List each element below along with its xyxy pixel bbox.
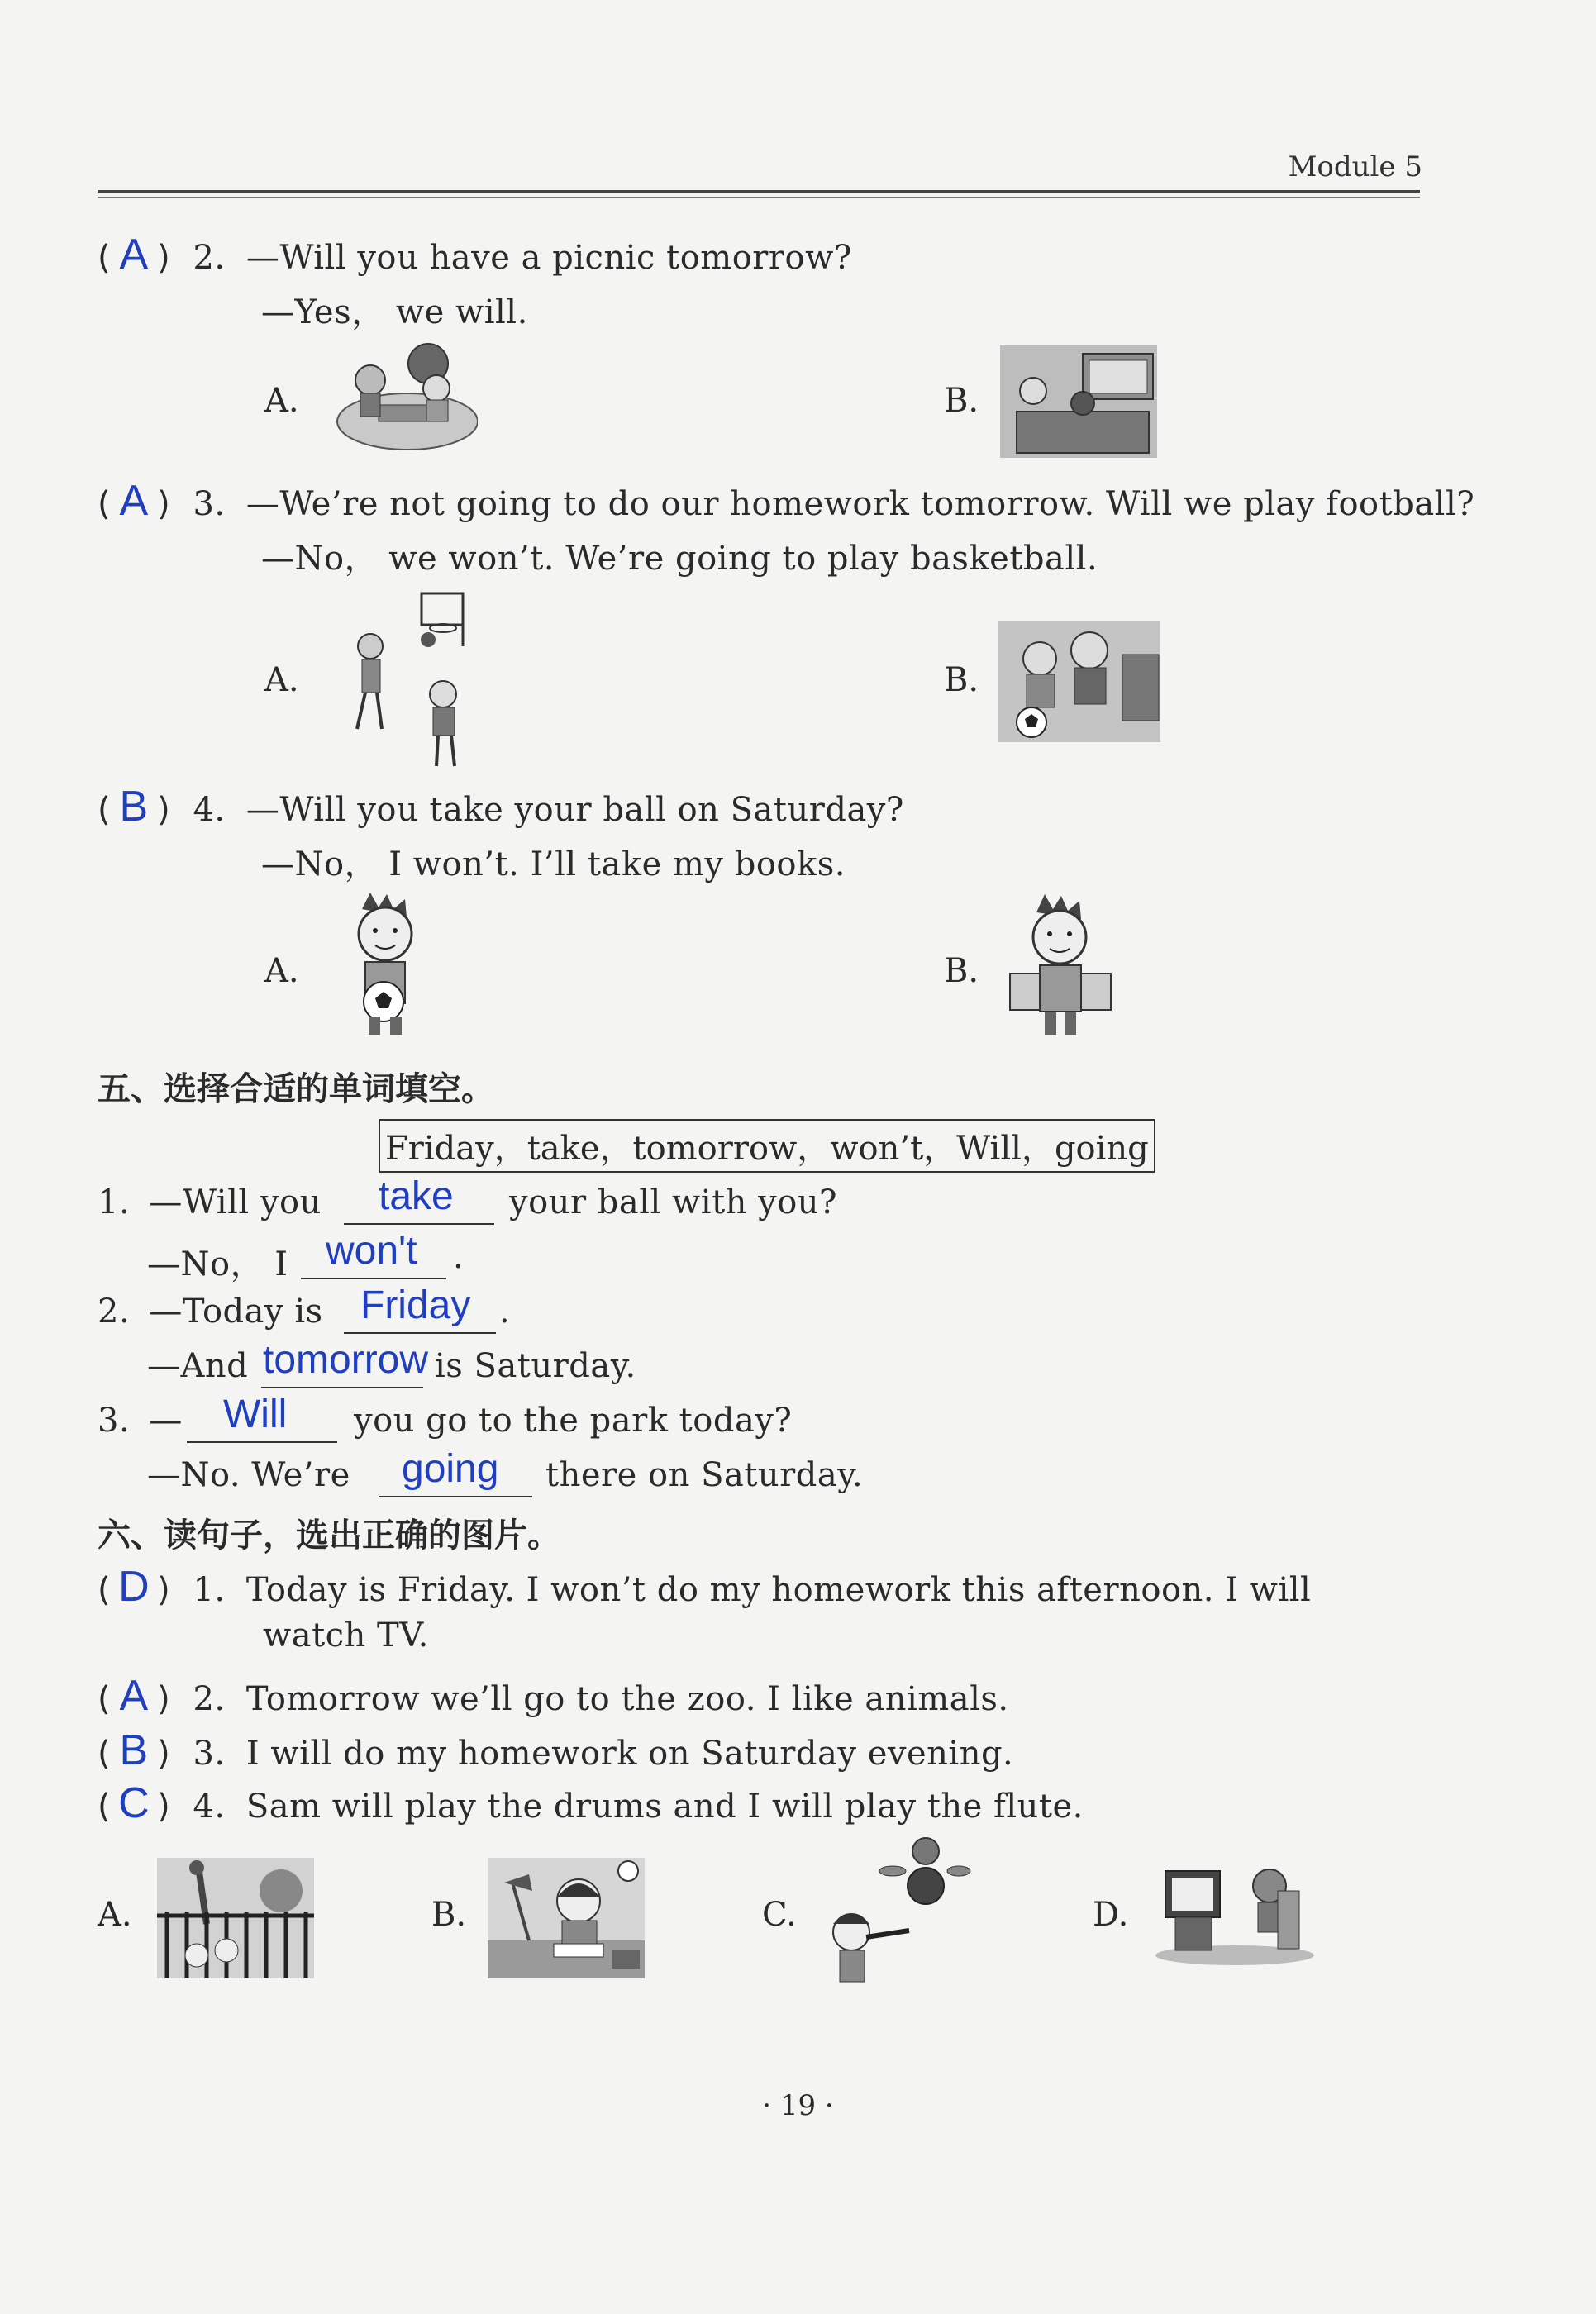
picture-d-label: D. <box>1093 1896 1129 1934</box>
question-text: —Will you have a picnic tomorrow? <box>245 239 852 277</box>
section-six-title: 六、读句子，选出正确的图片。 <box>98 1516 560 1555</box>
text-before: —No， I <box>147 1245 288 1283</box>
reply-4: —No， I won’t. I’ll take my books. <box>261 845 846 883</box>
item-number: 2. <box>193 1680 226 1718</box>
picture-a-label: A. <box>98 1896 132 1934</box>
question-text: —We’re not going to do our homework tomorrow. Will we play football? <box>245 485 1475 523</box>
filled-word: take <box>379 1174 454 1218</box>
filled-word: Friday <box>360 1283 471 1327</box>
header-rule-thin <box>98 197 1420 198</box>
homework-picture <box>488 1858 645 1978</box>
fill-item-1 <box>98 1183 322 1221</box>
answer-mark: A <box>119 231 149 279</box>
item-number: 4. <box>193 1788 226 1826</box>
blank-line <box>344 1332 496 1334</box>
item-text-continued: watch TV. <box>263 1616 429 1655</box>
filled-word: won't <box>326 1229 417 1273</box>
filled-word: tomorrow <box>263 1338 429 1382</box>
reply-3: —No， we won’t. We’re going to play basketball. <box>261 540 1098 578</box>
filled-word: going <box>402 1447 499 1491</box>
answer-mark: D <box>118 1563 150 1611</box>
item-number: 3. <box>193 1735 226 1773</box>
read-item-4: ( C ) 4. Sam will play the drums and I will play the flute. <box>98 1779 1084 1827</box>
fill-item-3 <box>98 1402 183 1440</box>
zoo-picture <box>157 1858 314 1978</box>
fill-item-2 <box>98 1293 323 1331</box>
picture-b-label: B. <box>431 1896 467 1934</box>
option-a-label: A. <box>264 382 299 420</box>
music-picture <box>818 1833 975 1995</box>
section-five-title: 五、选择合适的单词填空。 <box>98 1070 494 1108</box>
football-picture <box>998 621 1160 742</box>
item-text: Sam will play the drums and I will play the flute. <box>245 1788 1084 1826</box>
boy-with-ball-picture <box>337 893 433 1038</box>
question-number: 2. <box>193 239 226 277</box>
item-text: Tomorrow we’ll go to the zoo. I like animals. <box>245 1680 1009 1718</box>
item-number: 3. <box>98 1402 131 1440</box>
read-item-1: ( D ) 1. Today is Friday. I won’t do my homework this afternoon. I will <box>98 1563 1312 1611</box>
text-before: —Today is <box>149 1293 323 1331</box>
text-before: —No. We’re <box>147 1456 350 1494</box>
answer-mark: A <box>119 1672 149 1720</box>
blank-line <box>344 1223 494 1225</box>
option-b-label: B. <box>944 661 979 699</box>
text-after: your ball with you? <box>509 1183 837 1221</box>
picnic-picture <box>329 339 478 455</box>
text-before: — <box>149 1402 183 1440</box>
picture-c-label: C. <box>762 1896 797 1934</box>
text-before: —Will you <box>149 1183 322 1221</box>
filled-word: Will <box>223 1393 288 1436</box>
blank-line <box>301 1278 446 1279</box>
answer-mark: A <box>119 477 149 525</box>
question-2: ( A ) 2. —Will you have a picnic tomorrow? <box>98 231 852 279</box>
question-number: 4. <box>193 791 226 829</box>
option-b-label: B. <box>944 382 979 420</box>
option-b-label: B. <box>944 952 979 990</box>
text-after: is Saturday. <box>435 1347 636 1385</box>
word-box: Friday，take，tomorrow，won’t，Will，going <box>379 1119 1155 1173</box>
text-after: . <box>453 1238 465 1276</box>
watch-tv-picture <box>1154 1858 1316 1965</box>
reply-2: —Yes， we will. <box>261 293 528 331</box>
item-number: 1. <box>98 1183 131 1221</box>
text-before: —And <box>147 1347 249 1385</box>
text-after: . <box>499 1293 511 1331</box>
page-number: · 19 · <box>762 2089 834 2122</box>
option-a-label: A. <box>264 661 299 699</box>
read-item-2: ( A ) 2. Tomorrow we’ll go to the zoo. I like animals. <box>98 1672 1009 1720</box>
header-rule <box>98 190 1420 193</box>
item-text: Today is Friday. I won’t do my homework this afternoon. I will <box>245 1571 1312 1609</box>
blank-line <box>187 1441 337 1443</box>
basketball-picture <box>345 588 486 770</box>
text-after: there on Saturday. <box>545 1456 864 1494</box>
option-a-label: A. <box>264 952 299 990</box>
answer-mark: B <box>119 783 149 831</box>
shop-picture <box>1000 345 1157 458</box>
question-number: 3. <box>193 485 226 523</box>
blank-line <box>379 1496 532 1497</box>
answer-mark: B <box>119 1726 149 1774</box>
module-header: Module 5 <box>1288 150 1422 183</box>
question-3: ( A ) 3. —We’re not going to do our homework tomorrow. Will we play football? <box>98 477 1475 525</box>
item-number: 1. <box>193 1571 226 1609</box>
item-text: I will do my homework on Saturday evening. <box>245 1735 1014 1773</box>
item-number: 2. <box>98 1293 131 1331</box>
read-item-3: ( B ) 3. I will do my homework on Saturday evening. <box>98 1726 1014 1774</box>
question-4: ( B ) 4. —Will you take your ball on Saturday? <box>98 783 904 831</box>
question-text: —Will you take your ball on Saturday? <box>245 791 904 829</box>
text-after: you go to the park today? <box>354 1402 793 1440</box>
boy-with-books-picture <box>1007 894 1114 1040</box>
blank-line <box>261 1387 423 1388</box>
answer-mark: C <box>118 1779 150 1827</box>
